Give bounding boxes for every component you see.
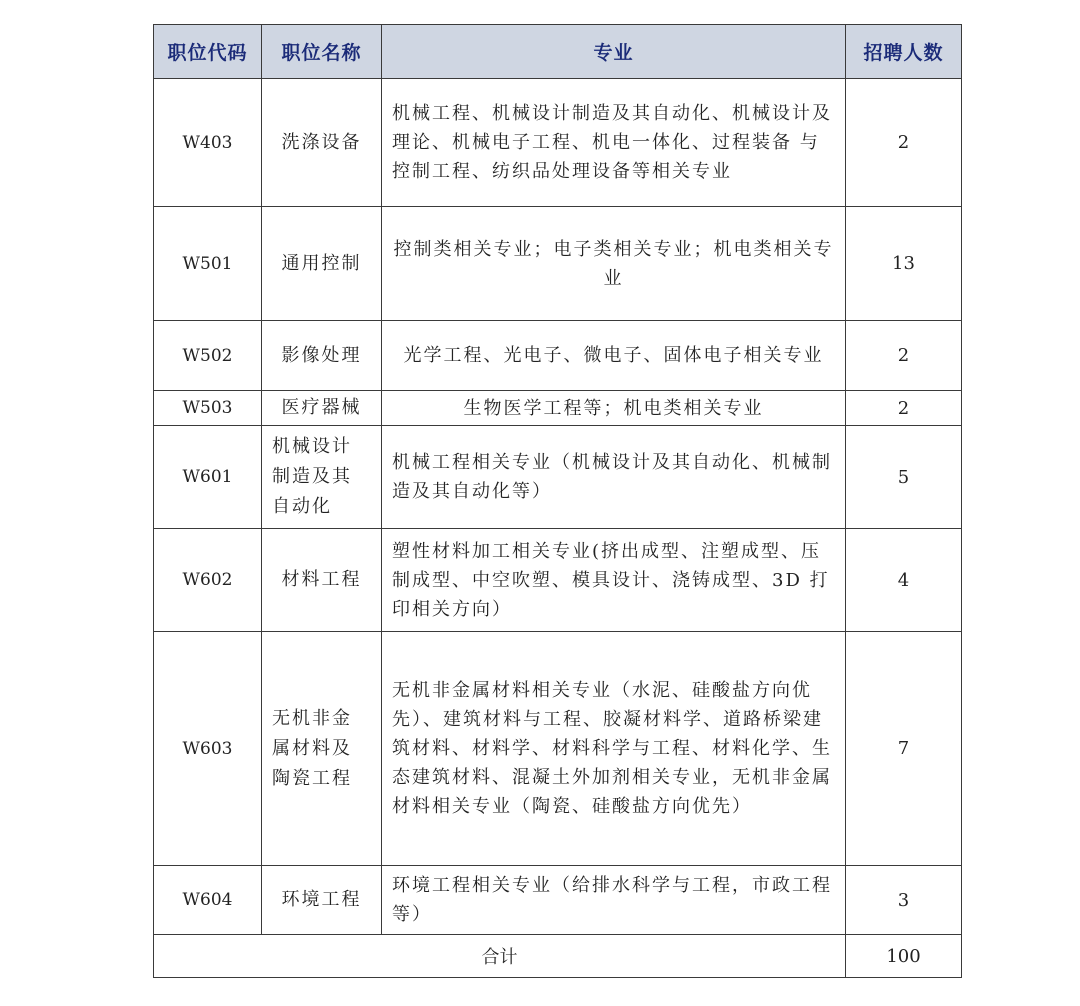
position-count: 4 [846, 529, 962, 632]
header-count: 招聘人数 [846, 25, 962, 79]
total-label: 合计 [154, 935, 846, 978]
table-row [154, 866, 962, 935]
position-name: 医疗器械 [262, 391, 382, 426]
header-row [154, 25, 962, 79]
position-count: 2 [846, 79, 962, 207]
position-code: W601 [154, 426, 262, 529]
position-code: W503 [154, 391, 262, 426]
table-row [154, 426, 962, 529]
position-count: 7 [846, 632, 962, 866]
header-code: 职位代码 [154, 25, 262, 79]
position-major: 无机非金属材料相关专业（水泥、硅酸盐方向优先）、建筑材料与工程、胶凝材料学、道路桥梁建筑材料、材料学、材料科学与工程、材料化学、生态建筑材料、混凝土外加剂相关专业，无机非金属材料相关专业（陶瓷、硅酸盐方向优先） [382, 632, 846, 866]
position-count: 2 [846, 321, 962, 391]
position-count: 5 [846, 426, 962, 529]
position-code: W501 [154, 207, 262, 321]
position-name: 无机非金属材料及陶瓷工程 [262, 632, 382, 866]
position-name: 机械设计制造及其自动化 [262, 426, 382, 529]
position-major: 环境工程相关专业（给排水科学与工程，市政工程等） [382, 866, 846, 935]
table-row [154, 529, 962, 632]
position-code: W403 [154, 79, 262, 207]
recruitment-table [153, 24, 962, 978]
position-major: 生物医学工程等；机电类相关专业 [382, 391, 846, 426]
position-major: 控制类相关专业；电子类相关专业；机电类相关专业 [382, 207, 846, 321]
header-major: 专业 [382, 25, 846, 79]
position-count: 2 [846, 391, 962, 426]
position-code: W502 [154, 321, 262, 391]
position-code: W603 [154, 632, 262, 866]
position-count: 3 [846, 866, 962, 935]
position-major: 塑性材料加工相关专业(挤出成型、注塑成型、压制成型、中空吹塑、模具设计、浇铸成型、3D 打印相关方向） [382, 529, 846, 632]
position-name: 通用控制 [262, 207, 382, 321]
position-code: W602 [154, 529, 262, 632]
position-major: 机械工程相关专业（机械设计及其自动化、机械制造及其自动化等） [382, 426, 846, 529]
table-row [154, 321, 962, 391]
position-major: 机械工程、机械设计制造及其自动化、机械设计及理论、机械电子工程、机电一体化、过程装备 与控制工程、纺织品处理设备等相关专业 [382, 79, 846, 207]
position-name: 环境工程 [262, 866, 382, 935]
position-count: 13 [846, 207, 962, 321]
position-name: 洗涤设备 [262, 79, 382, 207]
table-row [154, 391, 962, 426]
position-name: 材料工程 [262, 529, 382, 632]
total-count: 100 [846, 935, 962, 978]
table-row [154, 207, 962, 321]
position-major: 光学工程、光电子、微电子、固体电子相关专业 [382, 321, 846, 391]
total-row [154, 935, 962, 978]
header-name: 职位名称 [262, 25, 382, 79]
table-row [154, 632, 962, 866]
position-code: W604 [154, 866, 262, 935]
table-row [154, 79, 962, 207]
position-name: 影像处理 [262, 321, 382, 391]
